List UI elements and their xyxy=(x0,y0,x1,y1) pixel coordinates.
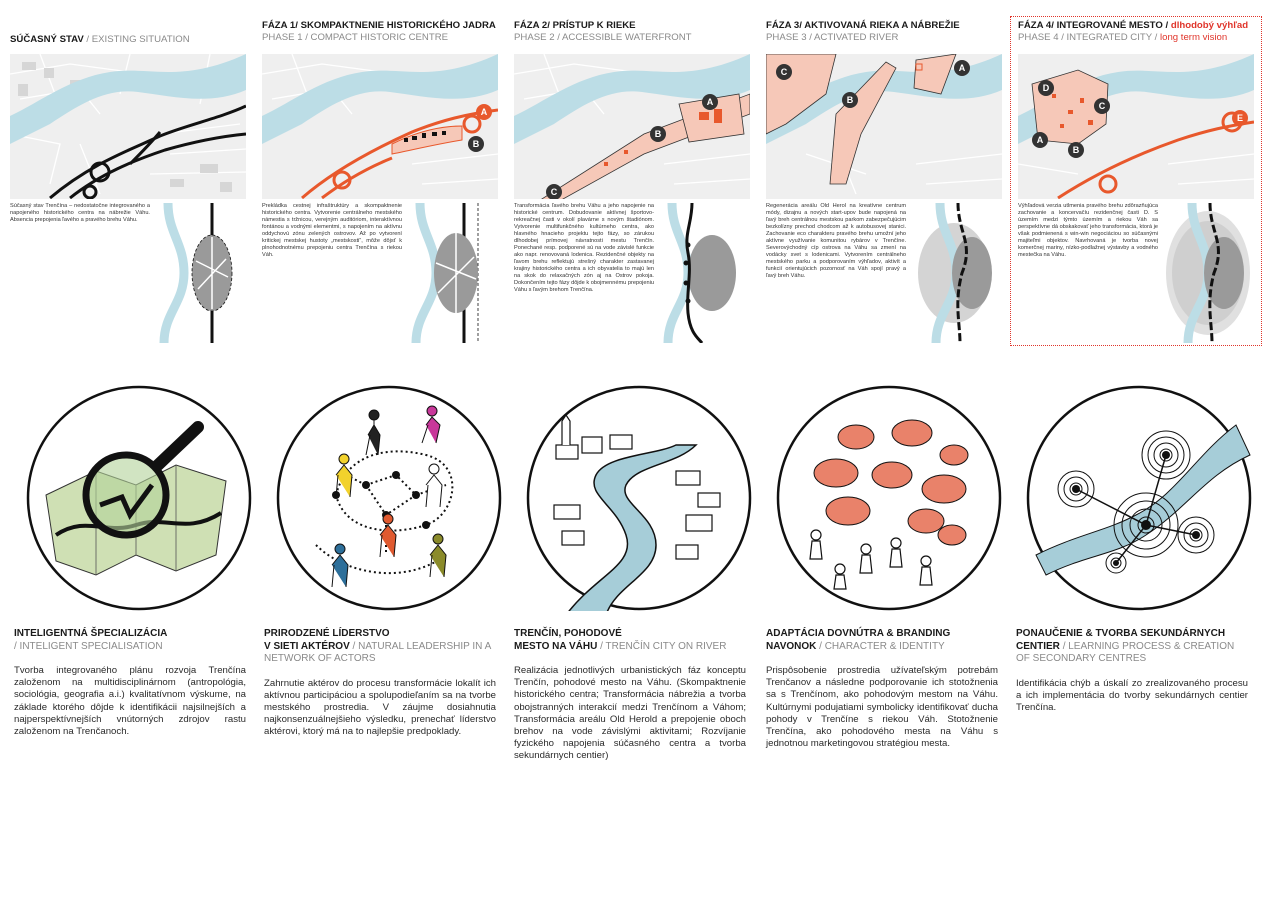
actor-network-illustration xyxy=(276,385,502,611)
column-natural-leadership xyxy=(264,628,496,739)
phase-4-label-c: C xyxy=(1098,101,1106,111)
phase-2-map xyxy=(514,54,750,199)
column-secondary-centres xyxy=(1016,628,1248,714)
column-4-heading: ADAPTÁCIA DOVNÚTRA & BRANDING NAVONOK / CHARACTER & IDENTITY xyxy=(766,628,951,652)
phase-4-label-a: A xyxy=(1036,135,1044,145)
phase-1-title: FÁZA 1/ SKOMPAKTNENIE HISTORICKÉHO JADRA xyxy=(262,20,496,31)
column-4-text: Prispôsobenie prostredia užívateľským potrebám Trenčanov a následne podporovanie ich stotožnenia sa s Trenčínom, ako pohodovým mestom na Váhu. Kultúrnymi podujatiami symbolicky identifikovať ducha pohody v Trenčíne s riekou Váh. Stotožnenie Trenčína, ako pohodového mesta na Váhu s jednotnou marketingovou stratégiou mesta. xyxy=(766,665,998,750)
phase-4-label-b: B xyxy=(1072,145,1080,155)
river-town-illustration xyxy=(526,385,752,611)
phase-3-label-c: C xyxy=(780,67,788,77)
phase-1-text: Prekládka cestnej infraštruktúry a skompaktnenie historického centra. Vytvorenie centrálneho mestského námestia s tržnicou, verejným auditóriom, interaktívnou fontánou a vodnými elementmi, s napojením na aktívnu oddychovú zónu zelených ostrovov. Až po vytvorení kritickej mestskej hustoty „mestskosti“, môže dôjsť k plnohodnotnému prepojeniu centra Trenčína s riekou Váh. xyxy=(262,203,402,258)
phase-1-map xyxy=(262,54,498,199)
illustration-secondary-centres xyxy=(1026,385,1252,611)
phase-2-subtitle: PHASE 2 / ACCESSIBLE WATERFRONT xyxy=(514,32,692,43)
phase-2-map-svg xyxy=(514,54,750,199)
phase-3 xyxy=(766,20,1002,343)
existing-map-svg xyxy=(10,54,246,199)
column-character-identity xyxy=(766,628,998,750)
phase-existing-map xyxy=(10,54,246,199)
phase-3-map xyxy=(766,54,1002,199)
phase-2 xyxy=(514,20,750,343)
phase-existing-header xyxy=(10,20,246,54)
phase-3-header xyxy=(766,20,1002,54)
column-1-text: Tvorba integrovaného plánu rozvoja Trenčína založenom na multidisciplinárnom (antropológia, sociológia, geografia a.i.) kvalitatívnom výskume, na základe ktorého dôjde k identifikácii najsilnejších a najperspektívnejších vnútorných zdrojov rastu založenom na Trenčanoch. xyxy=(14,665,246,738)
phase-2-label-c: C xyxy=(550,187,558,197)
column-5-text: Identifikácia chýb a úskalí zo zrealizovaného procesu a ich implementácia do tvorby sekundárnych centier Trenčína. xyxy=(1016,677,1248,713)
phase-3-body xyxy=(766,203,1002,343)
phase-1-label-a: A xyxy=(480,107,488,117)
phase-2-text: Transformácia ľavého brehu Váhu a jeho napojenie na historické centrum. Dobudovanie aktívnej športovo-rekreačnej časti v okolí plavárne s novým štadiónom. Vytvorenie multifunkčného kultúrneho centra, ako hlavného hnacieho projektu tejto fázy, so zárukou dlhodobej prímovej návratnosti mestu Trenčín. Ponechané resp. podporené sú na vode závislé funkcie ako napr. renovovaná lodenica. Rezidenčné objekty na ľavom brehu reflektujú strešný charakter zastavanej krajiny historického centra a ich obyvatelia to majú len na skok do relaxačných zón aj na Ostrov pokoja. Dokončením tejto fázy dôjde k obojmennému prepojeniu Váhu s ľavým brehom Trenčína. xyxy=(514,203,654,293)
phase-existing-body xyxy=(10,203,246,343)
phase-4 xyxy=(1018,20,1254,343)
phase-2-label-b: B xyxy=(654,129,662,139)
phase-1-header xyxy=(262,20,498,54)
phase-4-subtitle: PHASE 4 / INTEGRATED CITY / long term vision xyxy=(1018,32,1228,43)
phase-4-map-svg xyxy=(1018,54,1254,199)
phase-4-schema-diagram xyxy=(1162,203,1254,343)
phase-3-map-svg xyxy=(766,54,1002,199)
phase-1-map-svg xyxy=(262,54,498,199)
column-2-text: Zahrnutie aktérov do procesu transformácie lokalít ich aktívnou participáciou a spolupodieľaním sa na tvorbe mestského prostredia. V záujme dosiahnutia najkonsenzuálnejšieho výsledku, prenechať líderstvo aktérovi, ktorý má na to najlepšie predpoklady. xyxy=(264,677,496,738)
phase-3-label-b: B xyxy=(846,95,854,105)
column-5-heading: PONAUČENIE & TVORBA SEKUNDÁRNYCH CENTIER / LEARNING PROCESS & CREATION OF SECONDARY CENTRES xyxy=(1016,628,1235,664)
phase-4-body xyxy=(1018,203,1254,343)
column-intelligent-specialisation xyxy=(14,628,246,738)
column-city-on-river xyxy=(514,628,746,763)
phase-1-subtitle: PHASE 1 / COMPACT HISTORIC CENTRE xyxy=(262,32,449,43)
phase-1-body xyxy=(262,203,498,343)
speech-bubbles-illustration xyxy=(776,385,1002,611)
illustration-intelligent-specialisation xyxy=(26,385,252,611)
illustration-character-identity xyxy=(776,385,1002,611)
column-1-heading: INTELIGENTNÁ ŠPECIALIZÁCIA / INTELIGENT SPECIALISATION xyxy=(14,628,168,652)
column-2-heading: PRIRODZENÉ LÍDERSTVO V SIETI AKTÉROV / NATURAL LEADERSHIP IN A NETWORK OF ACTORS xyxy=(264,628,491,664)
phase-3-text: Regenerácia areálu Old Herol na kreatívne centrum módy, dizajnu a nových start-upov bude napojená na ľavý breh centrálnou mestskou parkom zabezpečujúcim bezkolízny prechod chodcom až k autobusovej stanici. Zachovanie eco charakteru pravého brehu umožní jeho aktívne využívanie komunitou rybárov v Trenčíne. Severovýchodný cíp ostrova na Váhu sa zmení na vodácky svet s lodenicami. Vytvorením centrálneho mestského parku a podporovaním výhľadov, aktivít a funkcií orientujúcich pozornosť na Váh spojí pravý a ľavý breh Váhu. xyxy=(766,203,906,279)
phase-4-title: FÁZA 4/ INTEGROVANÉ MESTO / dlhodobý výhľad xyxy=(1018,20,1249,31)
illustration-city-on-river xyxy=(526,385,752,611)
phase-existing-title: SÚČASNÝ STAV / EXISTING SITUATION xyxy=(10,34,190,45)
phase-4-header xyxy=(1018,20,1254,54)
phase-2-body xyxy=(514,203,750,343)
phase-2-title: FÁZA 2/ PRÍSTUP K RIEKE xyxy=(514,20,636,31)
phase-3-subtitle: PHASE 3 / ACTIVATED RIVER xyxy=(766,32,899,43)
illustration-natural-leadership xyxy=(276,385,502,611)
phase-2-schema-diagram xyxy=(658,203,750,343)
phase-1-label-b: B xyxy=(472,139,480,149)
phase-4-map xyxy=(1018,54,1254,199)
phase-3-schema-diagram xyxy=(910,203,1002,343)
phase-4-text: Výhľadová verzia utlmenia pravého brehu zdôrazňujúca zachovanie a koncervačíu rezidenčnej časti D. S územím medzi týmto územím a riekou Váh sa perspektívne dá obskakovať jeho transformácia, ktorá je však podmienená s win-win negociáciou so súčasnými majiteľmi objektov. Navrhovaná je tvorba novej komerčnej mariny, nízko-podlažnej výstavby a vodného mestečka na Váhu. xyxy=(1018,203,1158,258)
column-3-heading: TRENČÍN, POHODOVÉ MESTO NA VÁHU / TRENČÍN CITY ON RIVER xyxy=(514,628,727,652)
existing-schema-diagram xyxy=(154,203,246,343)
phase-2-label-a: A xyxy=(706,97,714,107)
phase-4-label-d: D xyxy=(1042,83,1050,93)
phase-2-header xyxy=(514,20,750,54)
phase-4-label-e: E xyxy=(1236,113,1244,123)
column-3-text: Realizácia jednotlivých urbanistických fáz konceptu Trenčín, pohodové mesto na Váhu. (Skompaktnenie historického centra; Transformácia nábrežia a tvorba obojstranných interakcií medzi Trenčínom a Váhom; Transformácia areálu Old Herold a prepojenie oboch brehov na vode závislými aktivitami; Rozvíjanie fyzického napojenia súčasného centra a tvorba sekundárnych centier) xyxy=(514,665,746,762)
phase-existing-text: Súčasný stav Trenčína – nedostatočne integrovaného a napojeného historického centra na nábrežie Váhu. Absencia prepojenia ľavého a pravého brehu Váhu. xyxy=(10,203,150,223)
phase-existing xyxy=(10,20,246,343)
phase-1-schema-diagram xyxy=(406,203,498,343)
phase-1 xyxy=(262,20,498,343)
concentric-centres-illustration xyxy=(1026,385,1252,611)
phase-3-title: FÁZA 3/ AKTIVOVANÁ RIEKA A NÁBREŽIE xyxy=(766,20,960,31)
magnifier-map-illustration xyxy=(26,385,252,611)
phase-3-label-a: A xyxy=(958,63,966,73)
